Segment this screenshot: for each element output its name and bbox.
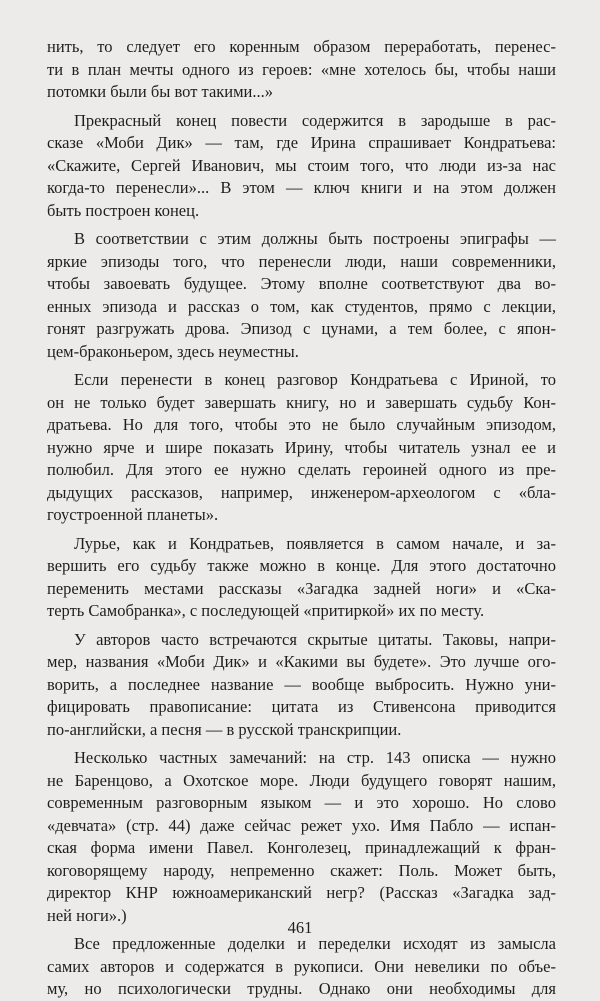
paragraph	[47, 933, 556, 1001]
text-line: «Скажите, Сергей Иванович, мы стоим того, что люди из-за нас	[47, 155, 556, 175]
text-line: самих авторов и содержатся в рукописи. Они невелики по объе-	[47, 956, 556, 976]
text-line: полюбил. Для этого ее нужно сделать героиней одного из пре-	[47, 460, 556, 479]
text-line: дыдущих рассказов, например, инженером-археологом с «бла-	[47, 482, 556, 502]
text-line: цем-браконьером, здесь неуместны.	[47, 341, 299, 361]
text-line: нить, то следует его коренным образом переработать, перенес-	[47, 37, 556, 56]
text-line: Прекрасный конец повести содержится в зародыше в рас-	[74, 110, 556, 130]
text-line: чтобы завоевать будущее. Этому вполне соответствуют два во-	[47, 274, 556, 293]
text-line: не Баренцово, а Охотское море. Люди будущего говорят нашим,	[47, 770, 556, 790]
text-line: когда-то перенесли»... В этом — ключ книги и на этом должен	[47, 178, 556, 197]
text-line: «девчата» (стр. 44) даже сейчас режет ухо. Имя Пабло — испан-	[47, 815, 556, 835]
paragraph	[47, 629, 556, 742]
text-line: вершить его судьбу также можно в конце. Для этого достаточно	[47, 556, 556, 575]
text-line: мер, названия «Моби Дик» и «Какими вы будете». Это лучше ого-	[47, 652, 556, 671]
text-line: по-английски, а песня — в русской транскрипции.	[47, 719, 402, 739]
text-line: му, но психологически трудны. Однако они необходимы для	[47, 979, 556, 998]
text-line: нужно ярче и шире показать Ирину, чтобы читатель узнал ее и	[47, 437, 556, 457]
text-line: фицировать правописание: цитата из Стивенсона приводится	[47, 697, 556, 716]
text-line: дратьева. Но для того, чтобы это не было случайным эпизодом,	[47, 415, 556, 434]
text-line: енных эпизода и рассказ о том, как студентов, прямо с лекции,	[47, 296, 556, 316]
page-number: 461	[287, 918, 313, 937]
text-line: сказе «Моби Дик» — там, где Ирина спрашивает Кондратьева:	[47, 133, 556, 152]
paragraph	[47, 747, 556, 927]
paragraph	[47, 110, 556, 223]
paragraph	[47, 36, 556, 104]
text-line: яркие эпизоды того, что перенесли люди, наши современники,	[47, 251, 556, 271]
text-line: терть Самобранка», с последующей «притиркой» их по месту.	[47, 601, 485, 620]
text-line: Все предложенные доделки и переделки исходят из замысла	[74, 934, 556, 953]
text-line: ней ноги».)	[47, 905, 127, 925]
paragraph	[47, 533, 556, 623]
text-line: коговорящему народу, непременно скажет: Поль. Может быть,	[47, 860, 556, 880]
text-line: ская форма имени Павел. Конголезец, принадлежащий к фран-	[47, 838, 556, 857]
text-line: быть построен конец.	[47, 200, 200, 220]
text-line: В соответствии с этим должны быть построены эпиграфы —	[74, 229, 556, 248]
text-line: современным разговорным языком — и это хорошо. Но слово	[47, 793, 556, 812]
paragraph	[47, 228, 556, 363]
text-line: потомки были бы вот такими...»	[47, 82, 274, 101]
text-line: директор КНР южноамериканский негр? (Рассказ «Загадка зад-	[47, 883, 556, 902]
text-line: Лурье, как и Кондратьев, появляется в самом начале, и за-	[74, 533, 556, 553]
text-line: переменить местами рассказы «Загадка задней ноги» и «Ска-	[47, 578, 556, 598]
body-text	[47, 36, 556, 1001]
text-line: У авторов часто встречаются скрытые цитаты. Таковы, напри-	[74, 629, 556, 649]
text-line: Если перенести в конец разговор Кондратьева с Ириной, то	[74, 370, 556, 389]
text-line: гонят разгружать дрова. Эпизод с цунами, а тем более, с япон-	[47, 319, 556, 338]
text-line: гоустроенной планеты».	[47, 505, 219, 524]
text-line: ти в план мечты одного из героев: «мне хотелось бы, чтобы наши	[47, 59, 556, 79]
text-line: он не только будет завершать книгу, но и завершать судьбу Кон-	[47, 392, 556, 412]
text-line: Несколько частных замечаний: на стр. 143 описка — нужно	[74, 748, 556, 767]
text-line: ворить, а последнее название — вообще выбросить. Нужно уни-	[47, 674, 556, 694]
paragraph	[47, 369, 556, 527]
